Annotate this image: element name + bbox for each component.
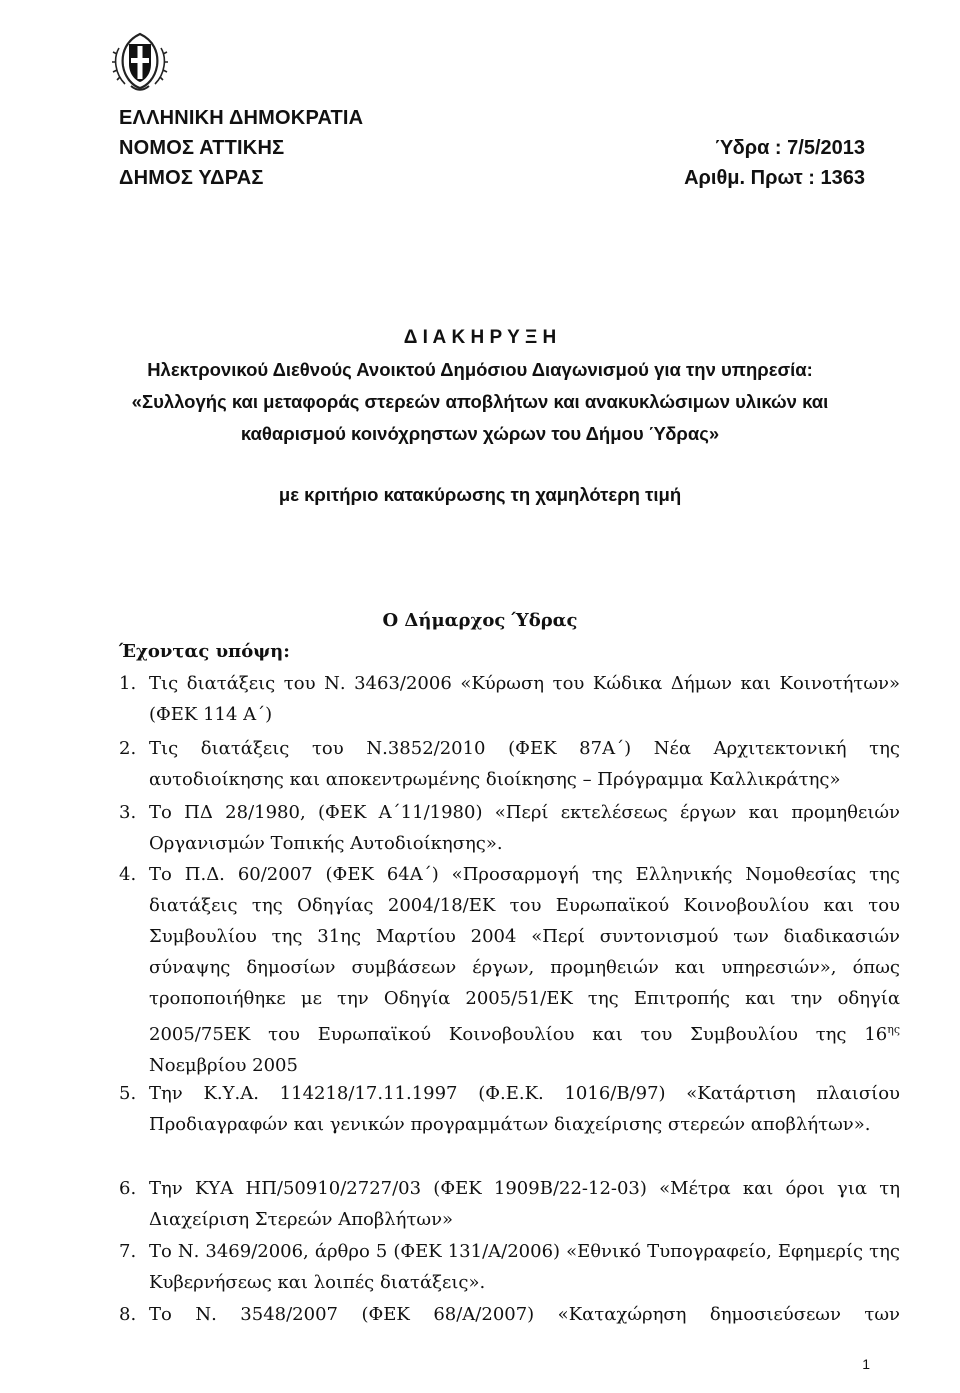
list-item (119, 668, 900, 730)
list-item-number: 7. (119, 1241, 137, 1262)
list-item (119, 1173, 900, 1235)
protocol-number: Αριθμ. Πρωτ : 1363 (684, 167, 865, 189)
list-item-text: Την ΚΥΑ ΗΠ/50910/2727/03 (ΦΕΚ 1909Β/22-12-03) «Μέτρα και όροι για τη Διαχείριση Στερεών Αποβλήτων» (149, 1178, 900, 1230)
list-item-text: Τις διατάξεις του Ν.3852/2010 (ΦΕΚ 87Α΄) Νέα Αρχιτεκτονική της αυτοδιοίκησης και αποκεντρωμένης διοίκησης – Πρόγραμμα Καλλικράτης» (149, 738, 900, 790)
list-item-number: 3. (119, 802, 137, 823)
list-item-number: 1. (119, 673, 137, 694)
having-regard-heading: Έχοντας υπόψη: (119, 641, 290, 662)
page-number: 1 (862, 1356, 870, 1372)
prefecture-name: ΝΟΜΟΣ ΑΤΤΙΚΗΣ (119, 137, 285, 159)
list-item-number: 6. (119, 1178, 137, 1199)
municipality-name: ΔΗΜΟΣ ΥΔΡΑΣ (119, 167, 264, 189)
list-item-text-end: Νοεμβρίου 2005 (149, 1055, 298, 1076)
list-item-number: 8. (119, 1304, 137, 1325)
greek-emblem-icon (107, 28, 173, 94)
list-item (119, 797, 900, 859)
list-item-text: Το ΠΔ 28/1980, (ΦΕΚ Α΄11/1980) «Περί εκτελέσεως έργων και προμηθειών Οργανισμών Τοπικής Αυτοδιοίκησης». (149, 802, 900, 854)
ordinal-superscript: ης (887, 1023, 900, 1036)
country-name: ΕΛΛΗΝΙΚΗ ΔΗΜΟΚΡΑΤΙΑ (119, 107, 364, 129)
list-item-text (149, 859, 900, 1081)
list-item (119, 859, 900, 1081)
document-date: Ύδρα : 7/5/2013 (714, 137, 865, 159)
list-item-text: Το Ν. 3548/2007 (ΦΕΚ 68/Α/2007) «Καταχώρηση δημοσιεύσεων των (149, 1304, 900, 1325)
tender-title-line-1: Ηλεκτρονικού Διεθνούς Ανοικτού Δημόσιου Διαγωνισμού για την υπηρεσία: (147, 359, 813, 380)
list-item-text: Την Κ.Υ.Α. 114218/17.11.1997 (Φ.Ε.Κ. 1016/Β/97) «Κατάρτιση πλαισίου Προδιαγραφών και γενικών προγραμμάτων διαχείρισης στερεών αποβλήτων». (149, 1083, 900, 1135)
document-heading: Δ Ι Α Κ Η Ρ Υ Ξ Η (403, 327, 557, 348)
list-item (119, 733, 900, 795)
award-criterion: με κριτήριο κατακύρωσης τη χαμηλότερη τιμή (278, 484, 682, 505)
list-item (119, 1078, 900, 1140)
tender-title-line-2: «Συλλογής και μεταφοράς στερεών αποβλήτων και ανακυκλώσιμων υλικών και (131, 391, 829, 412)
list-item-number: 2. (119, 738, 137, 759)
list-item-text-main: Το Π.Δ. 60/2007 (ΦΕΚ 64Α΄) «Προσαρμογή της Ελληνικής Νομοθεσίας της διατάξεις της Οδηγίας 2004/18/ΕΚ του Ευρωπαϊκού Κοινοβουλίου και του Συμβουλίου της 31ης Μαρτίου 2004 «Περί συντονισμού των διαδικασιών σύναψης δημοσίων συμβάσεων έργων, προμηθειών και υπηρεσιών», όπως τροποποιήθηκε με την Οδηγία 2005/51/ΕΚ της Επιτροπής και την οδηγία 2005/75ΕΚ του Ευρωπαϊκού Κοινοβουλίου και του Συμβουλίου της 16 (149, 864, 900, 1045)
list-item (119, 1236, 900, 1298)
list-item-number: 5. (119, 1083, 137, 1104)
list-item-text: Το Ν. 3469/2006, άρθρο 5 (ΦΕΚ 131/Α/2006) «Εθνικό Τυπογραφείο, Εφημερίς της Κυβερνήσεως και λοιπές διατάξεις». (149, 1241, 900, 1293)
list-item-number: 4. (119, 864, 137, 885)
tender-title-line-3: καθαρισμού κοινόχρηστων χώρων του Δήμου Ύδρας» (240, 423, 720, 444)
list-item (119, 1299, 900, 1330)
list-item-text: Τις διατάξεις του Ν. 3463/2006 «Κύρωση του Κώδικα Δήμων και Κοινοτήτων» (ΦΕΚ 114 Α΄) (149, 673, 900, 725)
mayor-heading: Ο Δήμαρχος Ύδρας (382, 610, 578, 631)
